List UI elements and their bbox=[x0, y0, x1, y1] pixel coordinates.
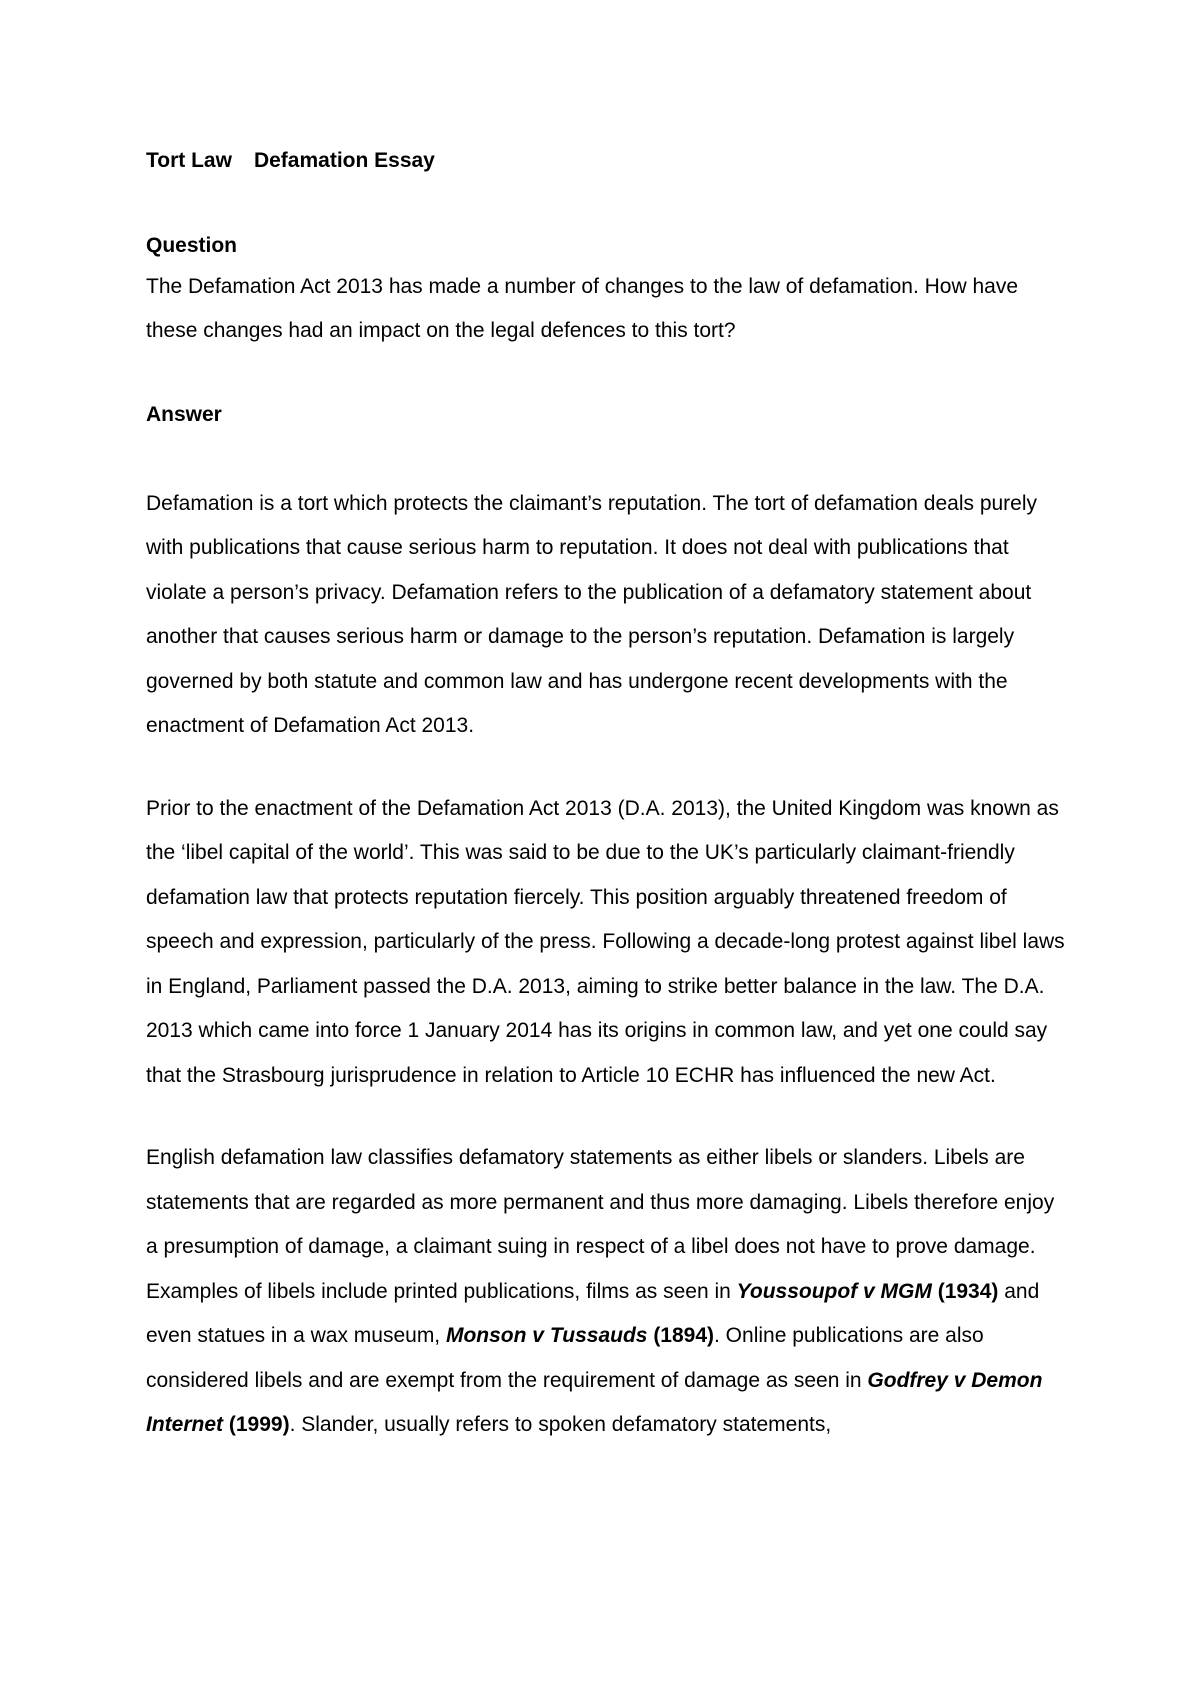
paragraph-1: Defamation is a tort which protects the claimant’s reputation. The tort of defamation deals purely with publications that cause serious harm to reputation. It does not deal with publications that violate a person’s privacy. Defamation refers to the publication of a defamatory statement about another that causes serious harm or damage to the person’s reputation. Defamation is largely governed by both statute and common law and has undergone recent developments with the enactment of Defamation Act 2013. bbox=[146, 491, 1038, 737]
case-name-youssoupof: Youssoupof v MGM bbox=[736, 1279, 932, 1303]
paragraph-3-text-4: . Slander, usually refers to spoken defamatory statements, bbox=[289, 1413, 832, 1436]
case-name-monson: Monson v Tussauds bbox=[445, 1324, 648, 1347]
title-right: Defamation Essay bbox=[253, 149, 435, 172]
paragraph-3-first-line: English defamation law classifies defamatory statements as either libels or slanders. Libels are bbox=[146, 1146, 1025, 1169]
paragraph-3 bbox=[146, 1181, 1066, 1448]
case-year-youssoupof: (1934) bbox=[937, 1279, 999, 1303]
paragraph-3-text-1: statements that are regarded as more permanent and thus more damaging. Libels therefore enjoy a presumption of damage, a claimant suing in respect of a libel does not have to prove damage. Examples of libels include printed publications, films as seen in bbox=[146, 1190, 1055, 1303]
paragraph-3-text-3: . Online publications are also considered libels and are exempt from the requirement of damage as seen in bbox=[146, 1324, 984, 1392]
document-body bbox=[146, 143, 1066, 1448]
case-name-godfrey: Godfrey v Demon Internet bbox=[146, 1368, 1043, 1436]
paragraph-2: Prior to the enactment of the Defamation Act 2013 (D.A. 2013), the United Kingdom was known as the ‘libel capital of the world’. This was said to be due to the UK’s particularly claimant-friendly defamation law that protects reputation fiercely. This position arguably threatened freedom of speech and expression, particularly of the press. Following a decade-long protest against libel laws in England, Parliament passed the D.A. 2013, aiming to strike better balance in the law. The D.A. 2013 which came into force 1 January 2014 has its origins in common law, and yet one could say that the Strasbourg jurisprudence in relation to Article 10 ECHR has influenced the new Act. bbox=[146, 796, 1065, 1087]
title-left: Tort Law bbox=[146, 149, 232, 172]
paragraph-3-text-2: and even statues in a wax museum, bbox=[146, 1279, 1040, 1347]
document-title bbox=[146, 143, 1066, 179]
question-heading: Question bbox=[146, 234, 238, 257]
case-year-monson: (1894) bbox=[653, 1324, 715, 1347]
answer-heading: Answer bbox=[146, 402, 222, 426]
case-year-godfrey: (1999) bbox=[228, 1413, 290, 1436]
question-text: The Defamation Act 2013 has made a number of changes to the law of defamation. How have these changes had an impact on the legal defences to this tort? bbox=[146, 274, 1019, 342]
